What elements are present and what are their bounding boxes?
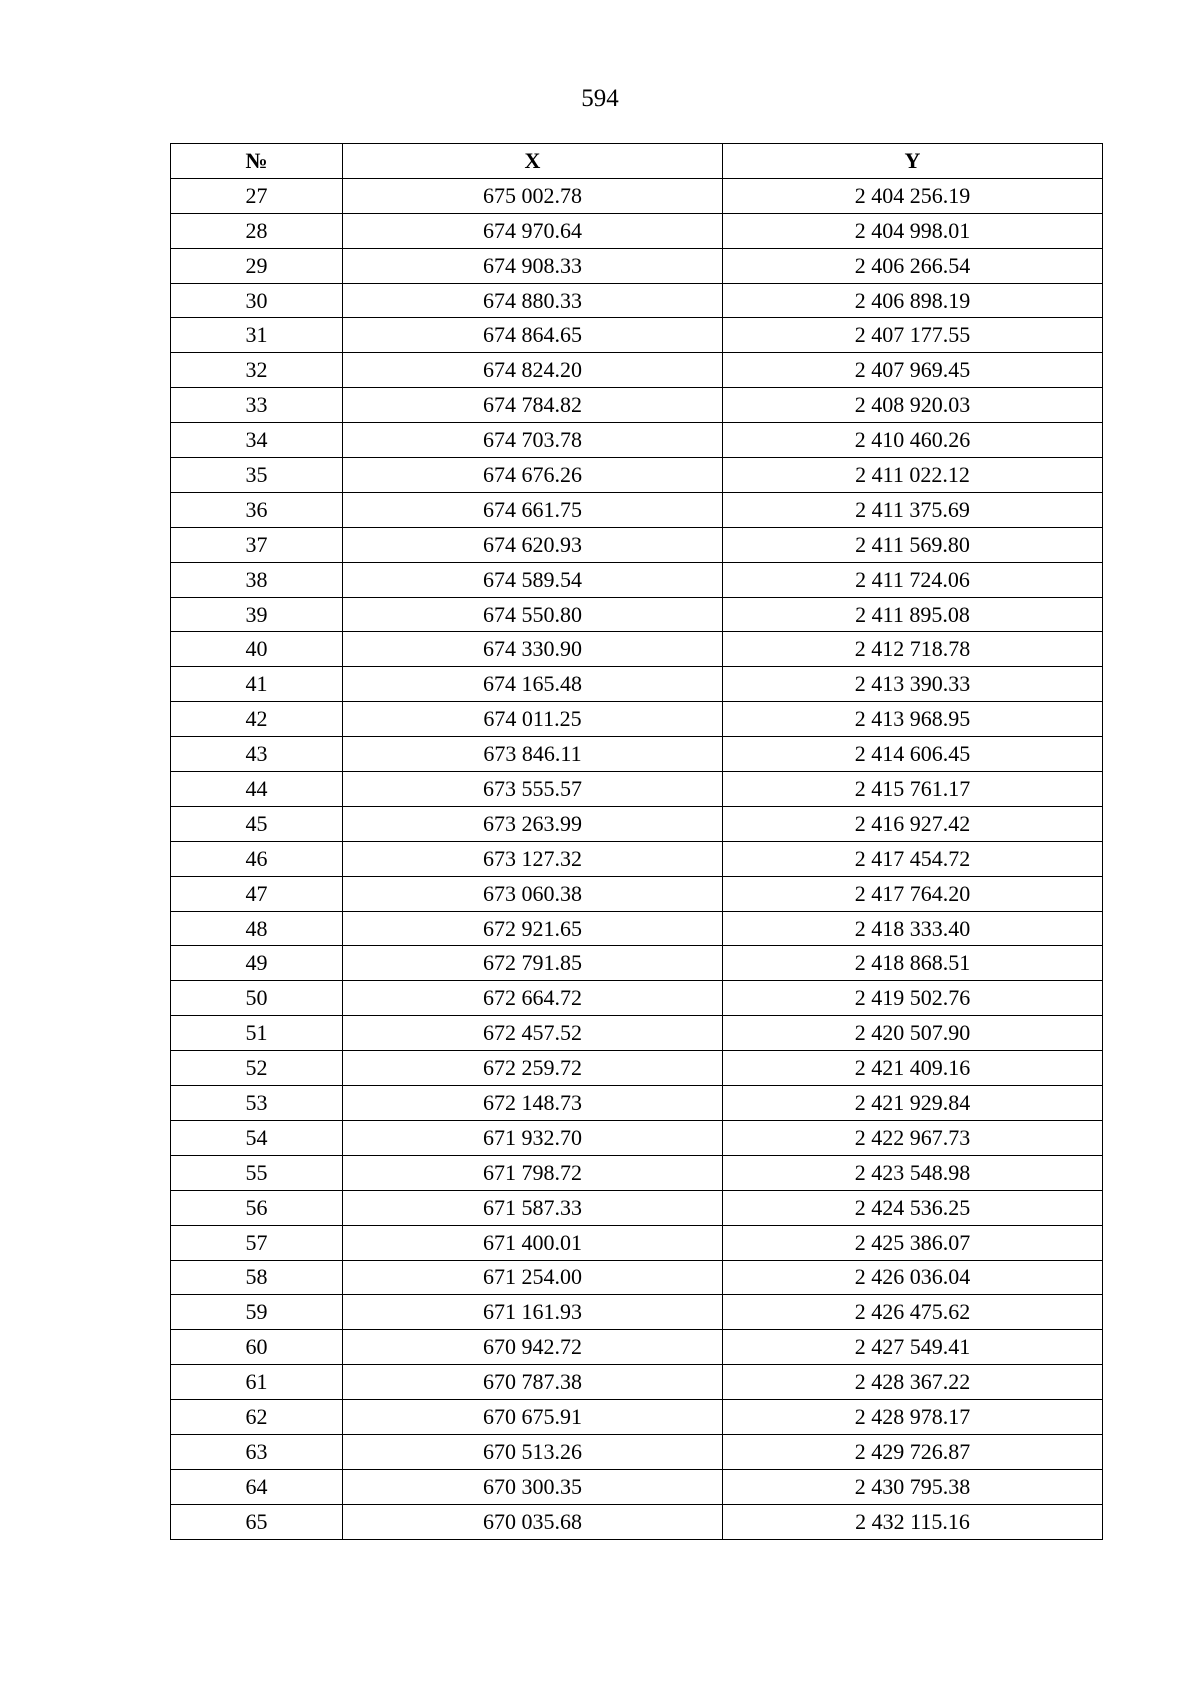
cell-y: 2 421 929.84	[723, 1086, 1103, 1121]
table-row	[171, 1469, 1103, 1504]
cell-y: 2 408 920.03	[723, 388, 1103, 423]
table-row	[171, 806, 1103, 841]
cell-number: 48	[171, 911, 343, 946]
table-row	[171, 1051, 1103, 1086]
cell-y: 2 423 548.98	[723, 1155, 1103, 1190]
table-row	[171, 1225, 1103, 1260]
cell-x: 673 060.38	[343, 876, 723, 911]
table-row	[171, 632, 1103, 667]
cell-number: 51	[171, 1016, 343, 1051]
cell-y: 2 429 726.87	[723, 1434, 1103, 1469]
table-row	[171, 1434, 1103, 1469]
cell-x: 670 035.68	[343, 1504, 723, 1539]
table-row	[171, 283, 1103, 318]
cell-y: 2 414 606.45	[723, 737, 1103, 772]
cell-y: 2 406 898.19	[723, 283, 1103, 318]
table-row	[171, 388, 1103, 423]
cell-x: 671 798.72	[343, 1155, 723, 1190]
cell-y: 2 407 969.45	[723, 353, 1103, 388]
table-row	[171, 1504, 1103, 1539]
cell-x: 674 864.65	[343, 318, 723, 353]
cell-y: 2 407 177.55	[723, 318, 1103, 353]
cell-x: 674 165.48	[343, 667, 723, 702]
cell-x: 671 254.00	[343, 1260, 723, 1295]
cell-x: 675 002.78	[343, 178, 723, 213]
table-row	[171, 492, 1103, 527]
cell-y: 2 428 367.22	[723, 1365, 1103, 1400]
table-row	[171, 423, 1103, 458]
cell-y: 2 418 868.51	[723, 946, 1103, 981]
table-row	[171, 876, 1103, 911]
cell-number: 58	[171, 1260, 343, 1295]
cell-number: 30	[171, 283, 343, 318]
cell-y: 2 406 266.54	[723, 248, 1103, 283]
cell-y: 2 411 022.12	[723, 458, 1103, 493]
table-row	[171, 1016, 1103, 1051]
cell-y: 2 415 761.17	[723, 772, 1103, 807]
column-header-y: Y	[723, 144, 1103, 179]
cell-x: 672 921.65	[343, 911, 723, 946]
cell-y: 2 425 386.07	[723, 1225, 1103, 1260]
cell-x: 672 791.85	[343, 946, 723, 981]
cell-x: 671 161.93	[343, 1295, 723, 1330]
cell-y: 2 424 536.25	[723, 1190, 1103, 1225]
table-row	[171, 737, 1103, 772]
cell-number: 60	[171, 1330, 343, 1365]
cell-number: 36	[171, 492, 343, 527]
table-row	[171, 1365, 1103, 1400]
cell-number: 27	[171, 178, 343, 213]
cell-number: 49	[171, 946, 343, 981]
cell-x: 673 263.99	[343, 806, 723, 841]
cell-number: 28	[171, 213, 343, 248]
table-row	[171, 1330, 1103, 1365]
cell-number: 44	[171, 772, 343, 807]
table-row	[171, 562, 1103, 597]
cell-y: 2 422 967.73	[723, 1120, 1103, 1155]
table-row	[171, 702, 1103, 737]
cell-x: 674 330.90	[343, 632, 723, 667]
cell-y: 2 419 502.76	[723, 981, 1103, 1016]
cell-x: 670 675.91	[343, 1400, 723, 1435]
cell-y: 2 411 895.08	[723, 597, 1103, 632]
cell-number: 65	[171, 1504, 343, 1539]
cell-x: 671 932.70	[343, 1120, 723, 1155]
table-row	[171, 318, 1103, 353]
cell-y: 2 428 978.17	[723, 1400, 1103, 1435]
cell-y: 2 427 549.41	[723, 1330, 1103, 1365]
table-row	[171, 1260, 1103, 1295]
column-header-number: №	[171, 144, 343, 179]
table-row	[171, 1155, 1103, 1190]
cell-number: 61	[171, 1365, 343, 1400]
cell-x: 670 513.26	[343, 1434, 723, 1469]
cell-y: 2 421 409.16	[723, 1051, 1103, 1086]
cell-x: 673 555.57	[343, 772, 723, 807]
cell-x: 674 011.25	[343, 702, 723, 737]
cell-number: 42	[171, 702, 343, 737]
table-row	[171, 1295, 1103, 1330]
cell-number: 50	[171, 981, 343, 1016]
table-row	[171, 911, 1103, 946]
cell-x: 670 300.35	[343, 1469, 723, 1504]
table-row	[171, 527, 1103, 562]
cell-x: 674 908.33	[343, 248, 723, 283]
cell-y: 2 416 927.42	[723, 806, 1103, 841]
cell-number: 53	[171, 1086, 343, 1121]
cell-number: 40	[171, 632, 343, 667]
table-row	[171, 1400, 1103, 1435]
table-row	[171, 353, 1103, 388]
cell-x: 670 787.38	[343, 1365, 723, 1400]
cell-number: 33	[171, 388, 343, 423]
table-row	[171, 1086, 1103, 1121]
cell-x: 672 664.72	[343, 981, 723, 1016]
table-row	[171, 458, 1103, 493]
cell-x: 674 661.75	[343, 492, 723, 527]
cell-number: 43	[171, 737, 343, 772]
cell-number: 62	[171, 1400, 343, 1435]
cell-number: 39	[171, 597, 343, 632]
table-row	[171, 248, 1103, 283]
cell-y: 2 420 507.90	[723, 1016, 1103, 1051]
cell-number: 55	[171, 1155, 343, 1190]
cell-x: 672 259.72	[343, 1051, 723, 1086]
cell-number: 34	[171, 423, 343, 458]
cell-y: 2 411 375.69	[723, 492, 1103, 527]
table-row	[171, 213, 1103, 248]
cell-y: 2 413 390.33	[723, 667, 1103, 702]
cell-number: 37	[171, 527, 343, 562]
cell-number: 59	[171, 1295, 343, 1330]
cell-x: 674 784.82	[343, 388, 723, 423]
cell-x: 674 620.93	[343, 527, 723, 562]
table-row	[171, 946, 1103, 981]
cell-y: 2 412 718.78	[723, 632, 1103, 667]
cell-x: 674 880.33	[343, 283, 723, 318]
cell-number: 29	[171, 248, 343, 283]
cell-x: 670 942.72	[343, 1330, 723, 1365]
cell-number: 47	[171, 876, 343, 911]
cell-y: 2 418 333.40	[723, 911, 1103, 946]
table-body	[171, 178, 1103, 1539]
table-row	[171, 772, 1103, 807]
cell-x: 674 824.20	[343, 353, 723, 388]
table-row	[171, 667, 1103, 702]
table-row	[171, 841, 1103, 876]
cell-x: 674 703.78	[343, 423, 723, 458]
cell-y: 2 426 475.62	[723, 1295, 1103, 1330]
cell-y: 2 404 998.01	[723, 213, 1103, 248]
cell-y: 2 413 968.95	[723, 702, 1103, 737]
cell-y: 2 417 454.72	[723, 841, 1103, 876]
cell-y: 2 430 795.38	[723, 1469, 1103, 1504]
table-row	[171, 1190, 1103, 1225]
cell-x: 672 148.73	[343, 1086, 723, 1121]
cell-x: 674 589.54	[343, 562, 723, 597]
table-row	[171, 597, 1103, 632]
cell-x: 673 127.32	[343, 841, 723, 876]
cell-y: 2 411 724.06	[723, 562, 1103, 597]
cell-y: 2 411 569.80	[723, 527, 1103, 562]
cell-y: 2 410 460.26	[723, 423, 1103, 458]
cell-number: 54	[171, 1120, 343, 1155]
cell-number: 64	[171, 1469, 343, 1504]
cell-x: 673 846.11	[343, 737, 723, 772]
cell-y: 2 426 036.04	[723, 1260, 1103, 1295]
cell-number: 52	[171, 1051, 343, 1086]
cell-x: 671 400.01	[343, 1225, 723, 1260]
cell-number: 57	[171, 1225, 343, 1260]
cell-number: 38	[171, 562, 343, 597]
cell-number: 45	[171, 806, 343, 841]
cell-y: 2 417 764.20	[723, 876, 1103, 911]
cell-number: 63	[171, 1434, 343, 1469]
cell-number: 41	[171, 667, 343, 702]
cell-x: 672 457.52	[343, 1016, 723, 1051]
table-row	[171, 981, 1103, 1016]
cell-y: 2 404 256.19	[723, 178, 1103, 213]
column-header-x: X	[343, 144, 723, 179]
table-header-row	[171, 144, 1103, 179]
cell-x: 674 676.26	[343, 458, 723, 493]
cell-x: 674 970.64	[343, 213, 723, 248]
cell-number: 35	[171, 458, 343, 493]
cell-number: 31	[171, 318, 343, 353]
table-row	[171, 1120, 1103, 1155]
cell-number: 46	[171, 841, 343, 876]
page-number: 594	[581, 85, 619, 112]
cell-y: 2 432 115.16	[723, 1504, 1103, 1539]
table-row	[171, 178, 1103, 213]
cell-x: 671 587.33	[343, 1190, 723, 1225]
coordinates-table	[170, 143, 1103, 1540]
cell-number: 56	[171, 1190, 343, 1225]
cell-x: 674 550.80	[343, 597, 723, 632]
cell-number: 32	[171, 353, 343, 388]
